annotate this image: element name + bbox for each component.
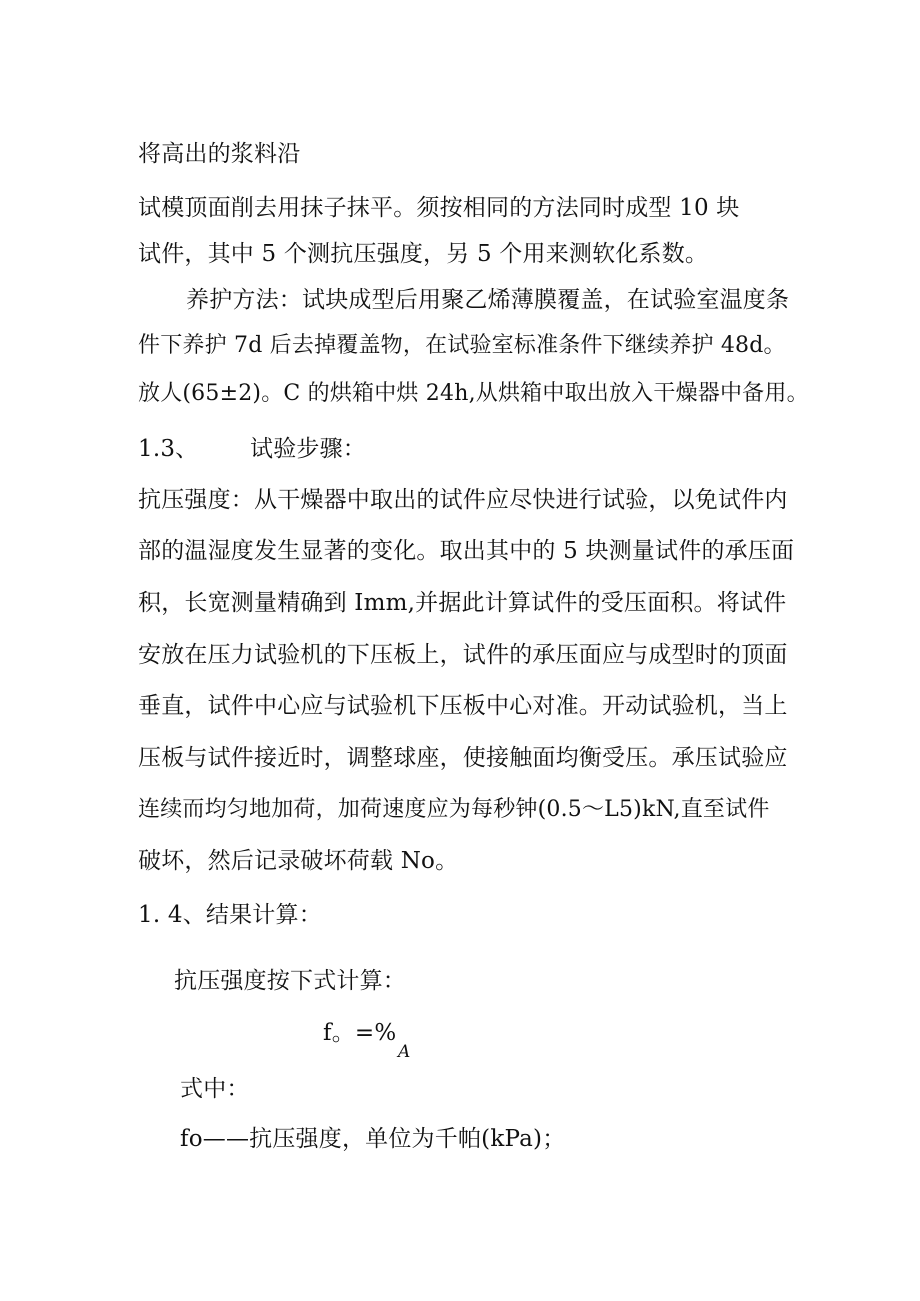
text-line-6: 放人(65±2)。C 的烘箱中烘 24h,从烘箱中取出放入干燥器中备用。 bbox=[138, 381, 809, 406]
section-title: 试验步骤： bbox=[250, 436, 366, 462]
section-heading: 1. 4、结果计算： bbox=[138, 902, 322, 928]
text-line-10: 安放在压力试验机的下压板上，试件的承压面应与成型时的顶面 bbox=[138, 642, 788, 668]
text-line-2: 试模顶面削去用抹子抹平。须按相同的方法同时成型 10 块 bbox=[138, 195, 740, 221]
formula-main: f。=% bbox=[323, 1020, 397, 1046]
formula-subscript: A bbox=[398, 1042, 411, 1062]
text-line-13: 连续而均匀地加荷，加荷速度应为每秒钟(0.5～L5)kN,直至试件 bbox=[138, 797, 770, 822]
formula-intro: 抗压强度按下式计算： bbox=[174, 968, 406, 994]
text-line-4: 养护方法：试块成型后用聚乙烯薄膜覆盖，在试验室温度条 bbox=[186, 287, 790, 313]
text-line-5: 件下养护 7d 后去掉覆盖物，在试验室标准条件下继续养护 48d。 bbox=[138, 333, 786, 358]
where-label: 式中： bbox=[180, 1076, 250, 1102]
text-line-11: 垂直，试件中心应与试验机下压板中心对准。开动试验机，当上 bbox=[138, 693, 788, 719]
text-line-14: 破坏，然后记录破坏荷载 No。 bbox=[138, 848, 459, 874]
text-line-9: 积，长宽测量精确到 Imm,并据此计算试件的受压面积。将试件 bbox=[138, 590, 787, 616]
text-line-1: 将高出的浆料沿 bbox=[138, 141, 301, 167]
definition-line: fo——抗压强度，单位为千帕(kPa)； bbox=[180, 1126, 566, 1152]
text-line-12: 压板与试件接近时，调整球座，使接触面均衡受压。承压试验应 bbox=[138, 745, 788, 771]
section-number: 1.3、 bbox=[138, 436, 199, 462]
text-line-8: 部的温湿度发生显著的变化。取出其中的 5 块测量试件的承压面 bbox=[138, 538, 795, 564]
text-line-3: 试件，其中 5 个测抗压强度，另 5 个用来测软化系数。 bbox=[138, 241, 709, 267]
text-line-7: 抗压强度：从干燥器中取出的试件应尽快进行试验，以免试件内 bbox=[138, 487, 788, 513]
